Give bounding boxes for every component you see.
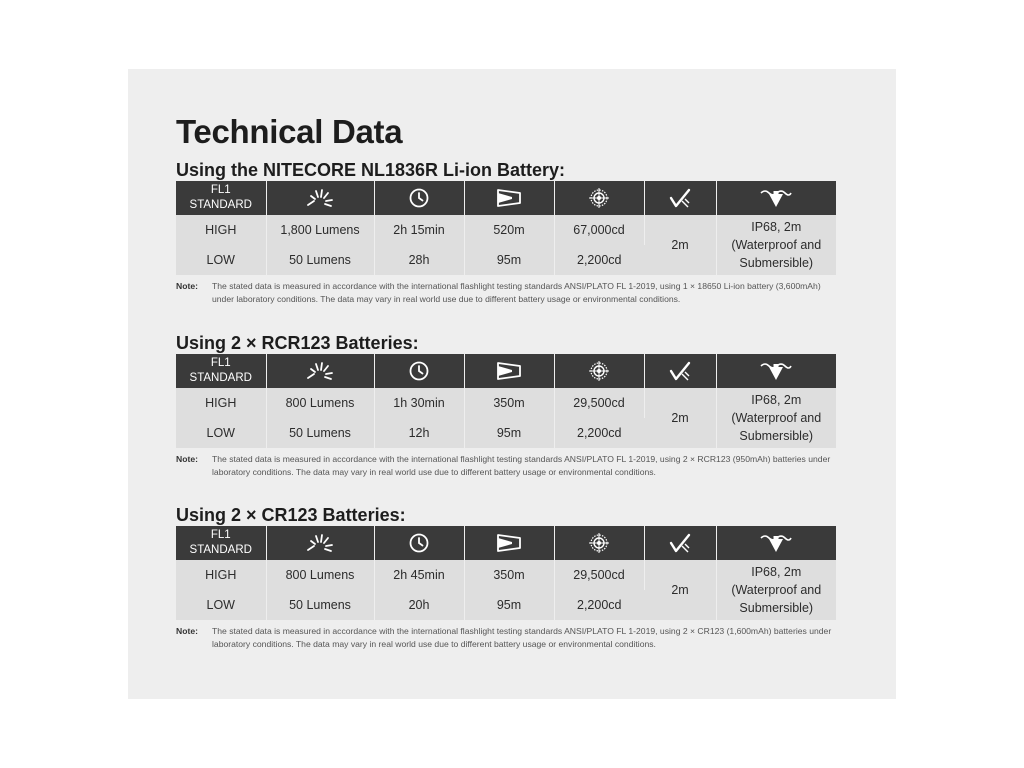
table-row [176,388,836,418]
waterproof-cell [716,388,836,448]
intensity-cell: 67,000cd [554,215,644,245]
spec-table [176,354,836,448]
lumens-cell: 1,800 Lumens [266,215,374,245]
impact-resistance-cell: 2m [644,388,716,448]
note-text: The stated data is measured in accordance with the international flashlight testing standards ANSI/PLATO FL 1-2019, using 2 × RCR123 (950mAh) batteries under laboratory conditions. The data may vary in real world use due to different battery usage or environmental conditions. [212,454,831,477]
runtime-cell: 2h 45min [374,560,464,590]
lumens-cell: 50 Lumens [266,418,374,448]
waterproof-line: Submersible) [739,256,814,270]
distance-cell: 520m [464,215,554,245]
impact-resistance-icon [644,181,716,215]
intensity-cell: 2,200cd [554,245,644,275]
waterproof-cell [716,215,836,275]
waterproof-line: IP68, 2m [751,220,802,234]
page-title: Technical Data [176,113,403,150]
brightness-icon [266,354,374,388]
section-heading: Using 2 × CR123 Batteries: [176,505,406,525]
section-heading: Using 2 × RCR123 Batteries: [176,333,419,353]
table-header-row [176,354,836,388]
beam-distance-icon [464,181,554,215]
spec-section-3 [176,504,836,651]
intensity-cell: 2,200cd [554,418,644,448]
brightness-icon [266,181,374,215]
note-label: Note: [176,281,198,291]
table-row [176,215,836,245]
note-text: The stated data is measured in accordance with the international flashlight testing standards ANSI/PLATO FL 1-2019, using 2 × CR123 (1,600mAh) batteries under laboratory conditions. The data may vary in real world use due to different battery usage or environmental conditions. [212,626,832,649]
waterproof-line: Submersible) [739,429,814,443]
spec-table [176,181,836,275]
runtime-cell: 28h [374,245,464,275]
peak-intensity-icon [554,181,644,215]
standard-line2: STANDARD [189,199,252,211]
fl1-standard-header [176,526,266,560]
section-heading: Using the NITECORE NL1836R Li-ion Battery: [176,160,566,180]
mode-cell: LOW [176,418,266,448]
runtime-cell: 20h [374,590,464,620]
fl1-standard-header [176,181,266,215]
impact-resistance-cell: 2m [644,215,716,275]
distance-cell: 350m [464,388,554,418]
section-note [176,453,836,479]
beam-distance-icon [464,354,554,388]
mode-cell: HIGH [176,215,266,245]
mode-cell: LOW [176,245,266,275]
note-label: Note: [176,626,198,636]
standard-line1: FL1 [210,357,231,369]
distance-cell: 95m [464,418,554,448]
fl1-standard-header [176,354,266,388]
waterproof-cell [716,560,836,620]
lumens-cell: 800 Lumens [266,388,374,418]
table-header-row [176,181,836,215]
spec-section-2 [176,332,836,479]
note-label: Note: [176,454,198,464]
mode-cell: HIGH [176,560,266,590]
intensity-cell: 29,500cd [554,560,644,590]
distance-cell: 350m [464,560,554,590]
peak-intensity-icon [554,354,644,388]
waterproof-icon [716,526,836,560]
standard-line2: STANDARD [189,372,252,384]
runtime-icon [374,354,464,388]
lumens-cell: 50 Lumens [266,590,374,620]
lumens-cell: 50 Lumens [266,245,374,275]
mode-cell: HIGH [176,388,266,418]
table-header-row [176,526,836,560]
waterproof-line: (Waterproof and [731,238,822,252]
standard-line1: FL1 [210,184,231,196]
runtime-cell: 1h 30min [374,388,464,418]
impact-resistance-icon [644,354,716,388]
waterproof-line: Submersible) [739,601,814,615]
waterproof-icon [716,181,836,215]
distance-cell: 95m [464,245,554,275]
intensity-cell: 2,200cd [554,590,644,620]
waterproof-line: (Waterproof and [731,411,822,425]
standard-line1: FL1 [210,529,231,541]
waterproof-line: IP68, 2m [751,393,802,407]
beam-distance-icon [464,526,554,560]
spec-table [176,526,836,620]
waterproof-line: (Waterproof and [731,583,822,597]
waterproof-icon [716,354,836,388]
intensity-cell: 29,500cd [554,388,644,418]
runtime-icon [374,526,464,560]
section-note [176,280,836,306]
standard-line2: STANDARD [189,544,252,556]
technical-data-panel [128,69,896,699]
waterproof-line: IP68, 2m [751,565,802,579]
table-row [176,560,836,590]
mode-cell: LOW [176,590,266,620]
distance-cell: 95m [464,590,554,620]
peak-intensity-icon [554,526,644,560]
impact-resistance-cell: 2m [644,560,716,620]
impact-resistance-icon [644,526,716,560]
section-note [176,625,836,651]
brightness-icon [266,526,374,560]
runtime-cell: 2h 15min [374,215,464,245]
spec-section-1 [176,159,836,306]
runtime-icon [374,181,464,215]
runtime-cell: 12h [374,418,464,448]
note-text: The stated data is measured in accordance with the international flashlight testing standards ANSI/PLATO FL 1-2019, using 1 × 18650 Li-ion battery (3,600mAh) under laboratory conditions. The data may vary in real world use due to different battery usage or environmental conditions. [212,281,821,304]
lumens-cell: 800 Lumens [266,560,374,590]
